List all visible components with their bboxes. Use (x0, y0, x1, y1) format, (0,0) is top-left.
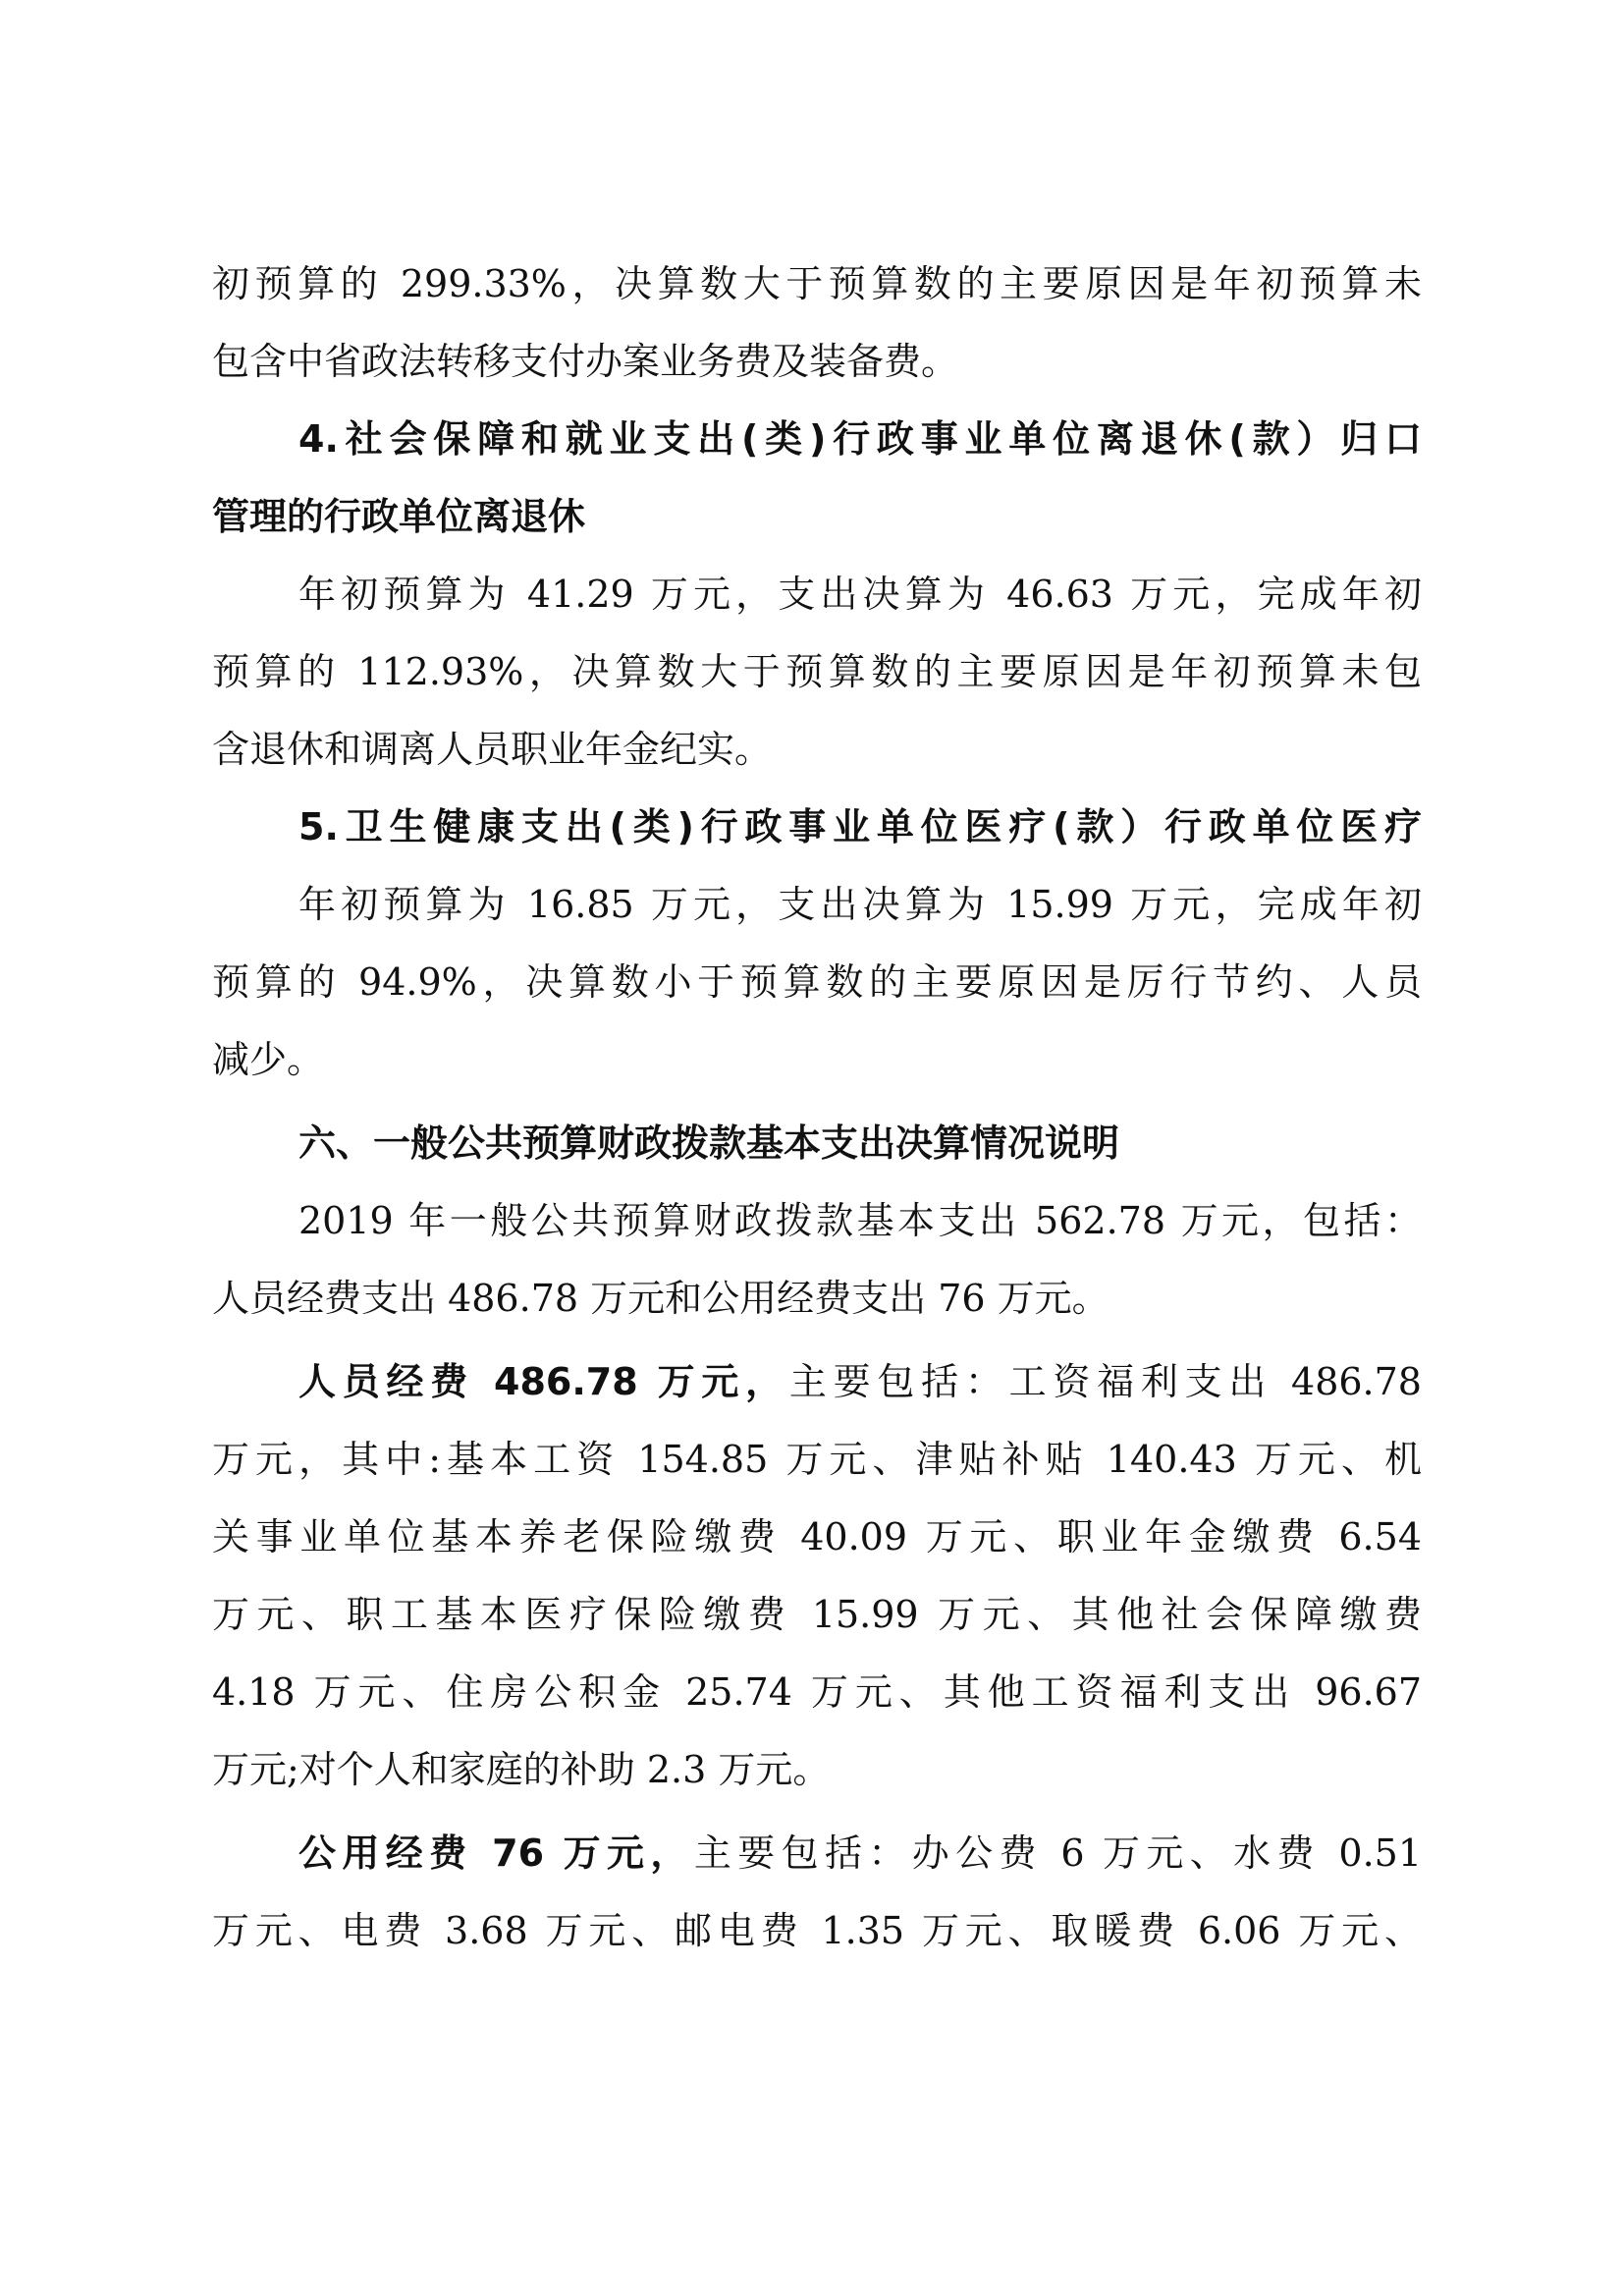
paragraph-line: 人员经费支出 486.78 万元和公用经费支出 76 万元。 (212, 1277, 1109, 1320)
paragraph-line: 年初预算为 41.29 万元，支出决算为 46.63 万元，完成年初 (298, 573, 1422, 616)
section-heading: 管理的行政单位离退休 (212, 495, 586, 538)
paragraph-line: 含退休和调离人员职业年金纪实。 (212, 728, 773, 771)
paragraph-line: 年初预算为 16.85 万元，支出决算为 15.99 万元，完成年初 (298, 883, 1422, 926)
paragraph-line: 2019 年一般公共预算财政拨款基本支出 562.78 万元，包括： (298, 1199, 1422, 1242)
document-body (212, 246, 1422, 1970)
bold-lead: 公用经费 76 万元， (298, 1831, 694, 1875)
paragraph-line: 万元、电费 3.68 万元、邮电费 1.35 万元、取暖费 6.06 万元、 (212, 1909, 1422, 1952)
section-heading: 4.社会保障和就业支出(类)行政事业单位离退休(款）归口 (298, 417, 1422, 461)
paragraph-line: 万元;对个人和家庭的补助 2.3 万元。 (212, 1748, 831, 1791)
paragraph-line: 减少。 (212, 1038, 325, 1081)
section-heading: 5.卫生健康支出(类)行政事业单位医疗(款）行政单位医疗 (298, 805, 1422, 848)
paragraph-text: 主要包括：办公费 6 万元、水费 0.51 (693, 1831, 1422, 1875)
paragraph-text: 主要包括：工资福利支出 486.78 (788, 1360, 1422, 1403)
paragraph-line: 万元，其中:基本工资 154.85 万元、津贴补贴 140.43 万元、机 (212, 1438, 1422, 1481)
paragraph-line: 初预算的 299.33%，决算数大于预算数的主要原因是年初预算未 (212, 262, 1422, 305)
bold-lead: 人员经费 486.78 万元， (298, 1360, 789, 1403)
paragraph-line: 关事业单位基本养老保险缴费 40.09 万元、职业年金缴费 6.54 (212, 1515, 1422, 1558)
paragraph-line: 万元、职工基本医疗保险缴费 15.99 万元、其他社会保障缴费 (212, 1593, 1422, 1636)
paragraph-line (212, 1815, 1422, 1892)
paragraph-line: 4.18 万元、住房公积金 25.74 万元、其他工资福利支出 96.67 (212, 1670, 1422, 1714)
paragraph-line: 预算的 94.9%，决算数小于预算数的主要原因是厉行节约、人员 (212, 960, 1422, 1004)
chapter-heading: 六、一般公共预算财政拨款基本支出决算情况说明 (298, 1121, 1120, 1165)
paragraph-line: 预算的 112.93%，决算数大于预算数的主要原因是年初预算未包 (212, 650, 1422, 693)
paragraph-line (212, 1343, 1422, 1421)
paragraph-line: 包含中省政法转移支付办案业务费及装备费。 (212, 340, 959, 383)
